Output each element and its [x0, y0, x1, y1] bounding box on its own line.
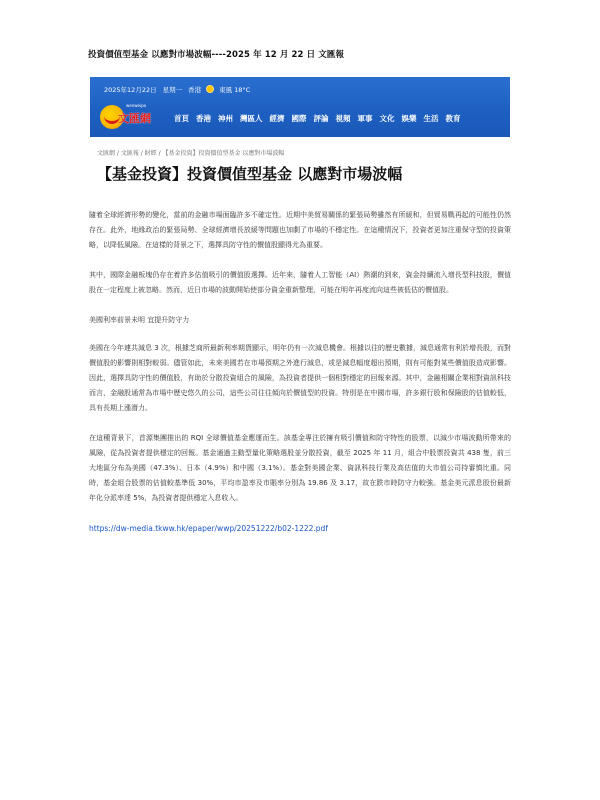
- breadcrumb[interactable]: 文匯網 / 文匯報 / 財經 / 【基金投資】投資價值型基金 以應對市場波幅: [97, 150, 285, 157]
- source-pdf-link[interactable]: https://dw-media.tkww.hk/epaper/wwp/20251222/b02-1222.pdf: [89, 524, 328, 533]
- sun-cloud-icon: [207, 86, 213, 92]
- article-subheading: 美國利率前景未明 宜提升防守力: [89, 316, 190, 324]
- article-paragraph: 隨着全球經濟形勢的變化，當前的金融市場面臨許多不確定性。近期中美貿易關係的緊張局勢雖然有所緩和，但貿易戰再起的可能性仍然存在。此外，地緣政治的緊張局勢、全球經濟增長放緩等問題也加劇了市場的不穩定性。在這種情況下，投資者更加注重保守型的投資策略，以降低風險。在這樣的背景之下，選擇具防守性的價值股顯得尤為重要。: [89, 211, 511, 249]
- nav-item-education[interactable]: 教育: [445, 114, 461, 123]
- document-title: 投資價值型基金 以應對市場波幅----2025 年 12 月 22 日 文匯報: [88, 50, 345, 60]
- main-nav: [174, 113, 461, 124]
- nav-item-china[interactable]: 神州: [218, 114, 233, 123]
- site-logo[interactable]: [100, 101, 155, 131]
- nav-item-military[interactable]: 軍事: [357, 114, 373, 123]
- article-paragraph: 在這種背景下，首源集團推出的 RQI 全球價值基金應運而生。該基金專注於擁有吸引價值和防守特性的股票，以減少市場波動所帶來的風險，從為投資者提供穩定的回報。基金通過主動型量化策略選股並分散投資，截至 2025 年 11 月，組合中股票投資共 438 隻，前三大地區分布為美國（47.3%）、日本（4.9%）和中國（3.1%）。基金對美國企業、資訊科技行業及高估值的大市值公司持審慎比重。同時，基金組合股票的估值較基準低 30%，平均市盈率及市賬率分別為 19.86 及 3.17，故在跌市時防守力較強。基金美元派息股份最新年化分派率達 5%，為投資者提供穩定入息收入。: [89, 434, 511, 502]
- nav-item-video[interactable]: 視頻: [335, 114, 351, 123]
- banner-weather: 東風 18°C: [219, 85, 251, 94]
- article-headline: 【基金投資】投資價值型基金 以應對市場波幅: [97, 165, 403, 183]
- nav-item-international[interactable]: 國際: [291, 114, 307, 123]
- banner-city: 香港: [188, 85, 202, 94]
- banner-date: 2025年12月22日: [104, 85, 157, 94]
- nav-item-entertainment[interactable]: 娛樂: [401, 114, 417, 123]
- nav-item-economy[interactable]: 經濟: [269, 114, 285, 123]
- banner-info-bar: [104, 83, 250, 95]
- banner-weekday: 星期一: [162, 85, 183, 94]
- nav-item-culture[interactable]: 文化: [379, 114, 395, 123]
- nav-item-hongkong[interactable]: 香港: [196, 114, 211, 123]
- logo-small-text: wenweipo: [126, 103, 147, 108]
- article-paragraph: 其中，國際金融板塊仍存在着許多估值吸引的價值股選擇。近年來，隨着人工智能（AI）熱潮的到來，資金持續流入增長型科技股，價值股在一定程度上被忽略。然而，近日市場的波動開始使部分資金重新整理，可能在明年再度流向這些被低估的價值股。: [89, 271, 511, 294]
- article-body: [89, 208, 511, 536]
- article-paragraph: 美國在今年連共減息 3 次，根據芝商所最新利率期貨顯示，明年仍有一次減息機會。根據以往的歷史數據，減息通常有利於增長股，而對價值股的影響則相對較弱。儘管如此，未來美國若在市場預期之外進行減息，或是減息幅度超出預期，則有可能對某些價值股造成影響。因此，選擇具防守性的價值股，有助於分散投資組合的風險，為投資者提供一個相對穩定的回報來源。其中，金融相關企業相對資訊科技而言，金融股通常為市場中歷史悠久的公司，這些公司往往傾向於價值型的投資。特別是在中國市場，許多銀行股和保險股的估值較低，具有長期上漲潛力。: [89, 344, 511, 412]
- nav-item-bay-area[interactable]: 灣區人: [240, 114, 263, 123]
- site-banner: [90, 77, 510, 137]
- nav-item-opinion[interactable]: 評論: [313, 114, 329, 123]
- nav-item-home[interactable]: 首頁: [174, 114, 189, 123]
- logo-text: 文匯網: [118, 112, 151, 125]
- nav-item-life[interactable]: 生活: [423, 114, 439, 123]
